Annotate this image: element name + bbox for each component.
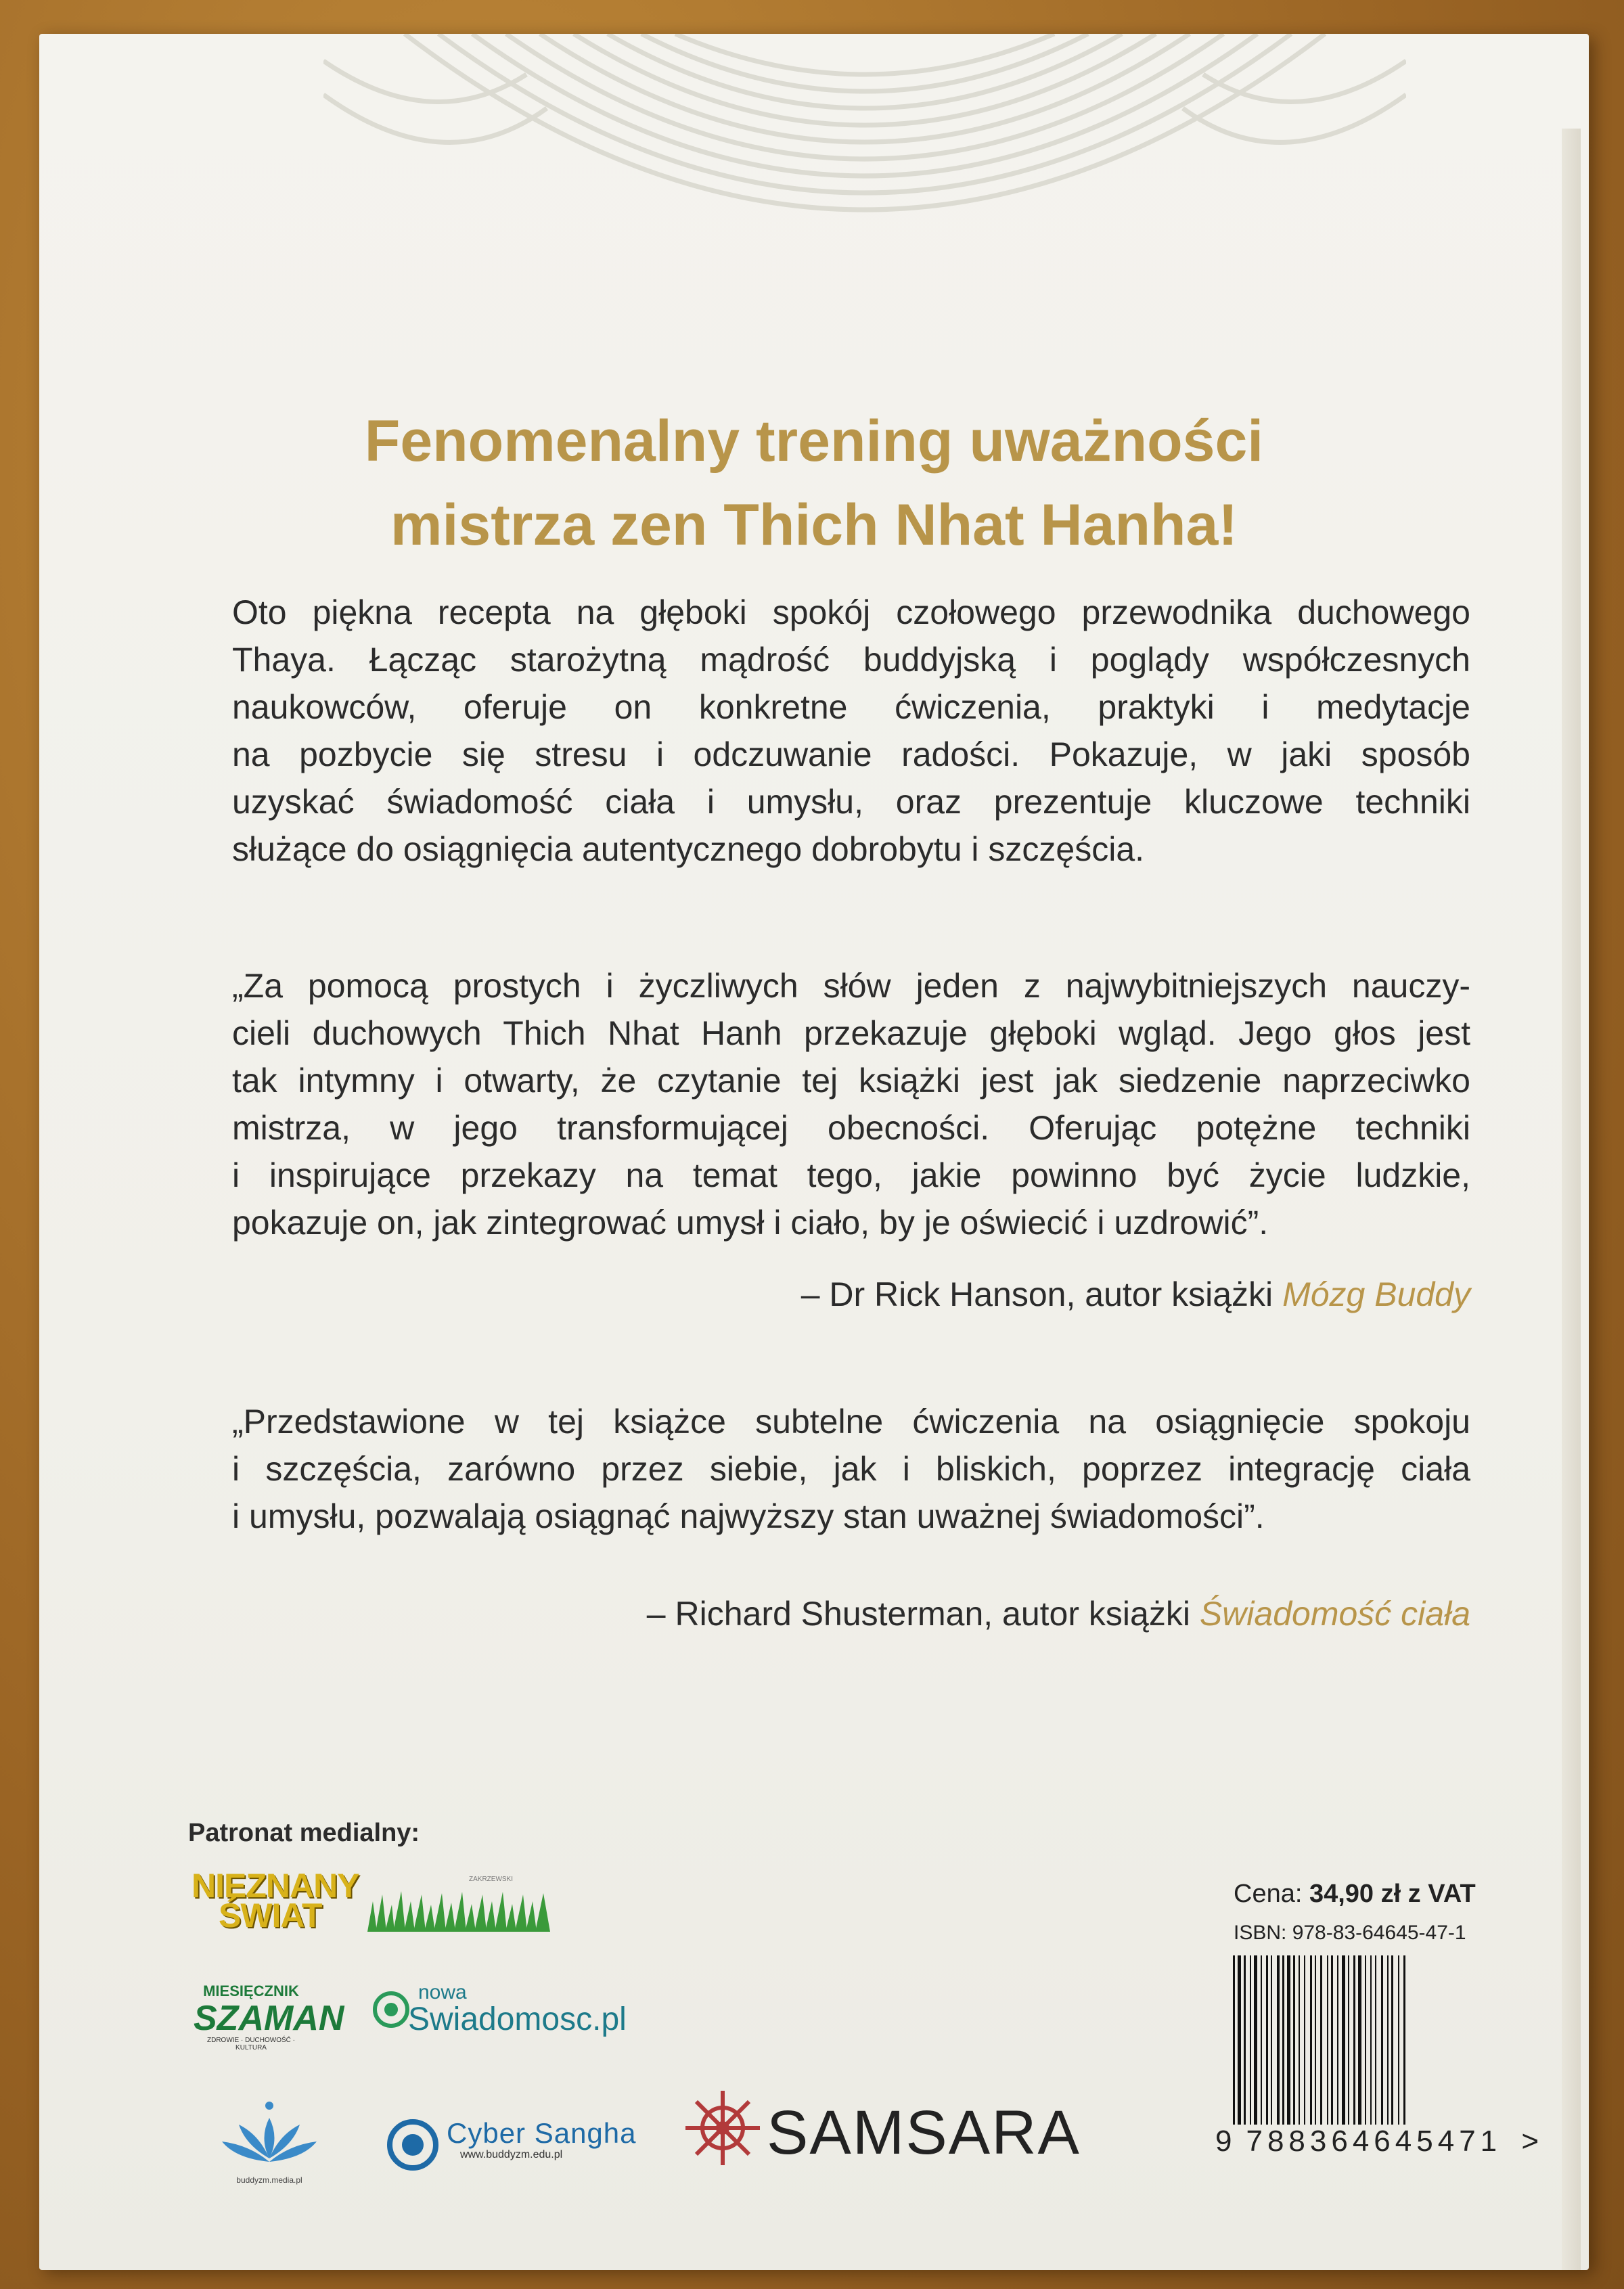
description-line: Thaya. Łącząc starożytną mądrość buddyjską i poglądy współczesnych [232,641,1470,679]
quote-line: i szczęścia, zarówno przez siebie, jak i bliskich, poprzez integrację ciała [232,1450,1470,1488]
barcode-bar [1238,1955,1241,2125]
attribution-author: – Dr Rick Hanson, autor książki [800,1275,1273,1313]
barcode-bar [1375,1955,1376,2125]
barcode-bar [1271,1955,1272,2125]
quote-line: mistrza, w jego transformującej obecności. Oferując potężne techniki [232,1109,1470,1147]
quote-hanson-attribution [801,1271,1470,1318]
barcode-bar [1282,1955,1284,2125]
book-back-cover [39,34,1589,2270]
barcode-bar [1387,1955,1389,2125]
publisher-name: SAMSARA [767,2098,1081,2167]
dharma-wheel-icon [685,2070,760,2185]
barcode-bar [1293,1955,1295,2125]
description-line: służące do osiągnięcia autentycznego dobrobytu i szczęścia. [232,830,1145,868]
barcode-bar [1266,1955,1268,2125]
attribution-book-title: Mózg Buddy [1282,1275,1470,1313]
quote-shusterman-attribution [647,1590,1470,1637]
description-line: naukowców, oferuje on konkretne ćwiczenia, praktyki i medytacje [232,688,1470,726]
barcode-bar [1381,1955,1383,2125]
quote-line: „Za pomocą prostych i życzliwych słów jeden z najwybitniejszych nauczy- [232,967,1470,1005]
barcode-bar [1261,1955,1262,2125]
szaman-logo: MIESIĘCZNIK SZAMAN ZDROWIE · DUCHOWOŚĆ · KULTURA [194,1982,344,2052]
barcode-bar [1331,1955,1333,2125]
barcode-bar [1254,1955,1257,2125]
quote-line: cieli duchowych Thich Nhat Hanh przekazuje głęboki wgląd. Jego głos jest [232,1014,1470,1052]
barcode-digits: 9 788364645471 > [1215,2125,1544,2158]
quote-line: tak intymny i otwarty, że czytanie tej książki jest jak siedzenie naprzeciwko [232,1062,1470,1100]
barcode-bar [1370,1955,1372,2125]
quote-line: „Przedstawione w tej książce subtelne ćwiczenia na osiągnięcie spokoju [232,1403,1470,1441]
barcode-bar [1358,1955,1361,2125]
samsara-publisher-logo [685,2070,1081,2189]
barcode-bar [1342,1955,1345,2125]
barcode-bar [1310,1955,1312,2125]
book-page-edge [1562,129,1581,2270]
attribution-book-title: Świadomość ciała [1199,1595,1470,1633]
barcode-bar [1287,1955,1290,2125]
quote-line: i umysłu, pozwalają osiągnąć najwyższy stan uważnej świadomości”. [232,1497,1265,1535]
barcode-bar [1250,1955,1251,2125]
quote-shusterman [232,1398,1470,1540]
barcode-bar [1299,1955,1300,2125]
barcode-bar [1320,1955,1322,2125]
description-paragraph [232,589,1470,873]
description-line: na pozbycie się stresu i odczuwanie radości. Pokazuje, w jaki sposób [232,735,1470,773]
isbn-number: ISBN: 978-83-64645-47-1 [1234,1922,1466,1944]
barcode-icon [1230,1955,1508,2125]
barcode-bar [1403,1955,1405,2125]
quote-line: i inspirujące przekazy na temat tego, jakie powinno być życie ludzkie, [232,1156,1470,1194]
barcode-bar [1348,1955,1349,2125]
nowa-swiadomosc-logo: nowa Swiadomosc.pl [371,1982,627,2037]
barcode-bar [1277,1955,1280,2125]
attribution-author: – Richard Shusterman, autor książki [646,1595,1190,1633]
barcode-bar [1365,1955,1366,2125]
media-patronage-label: Patronat medialny: [188,1819,420,1847]
barcode-bar [1391,1955,1393,2125]
grass-logo: ZAKRZEWSKI [367,1874,550,1932]
barcode-bar [1304,1955,1305,2125]
description-line: Oto piękna recepta na głęboki spokój czołowego przewodnika duchowego [232,593,1470,631]
barcode-bar [1315,1955,1316,2125]
headline-line-2: mistrza zen Thich Nhat Hanha! [390,493,1238,558]
price-label: Cena: 34,90 zł z VAT [1234,1880,1476,1908]
nieznany-swiat-logo: NIEZNANY ŚWIAT [191,1867,359,1934]
barcode-bar [1337,1955,1338,2125]
quote-hanson [232,962,1470,1246]
headline-line-1: Fenomenalny trening uważności [364,409,1264,474]
mandala-ornament [323,34,1406,332]
quote-line: pokazuje on, jak zintegrować umysł i ciało, by je oświecić i uzdrowić”. [232,1204,1269,1242]
barcode-bar [1398,1955,1399,2125]
barcode-bar [1233,1955,1235,2125]
description-line: uzyskać świadomość ciała i umysłu, oraz prezentuje kluczowe techniki [232,783,1470,821]
barcode-bar [1353,1955,1355,2125]
barcode-bar [1327,1955,1328,2125]
barcode-bar [1244,1955,1246,2125]
buddyzm-lotus-logo: buddyzm.media.pl [219,2098,320,2185]
cyber-sangha-logo: Cyber Sangha www.buddyzm.edu.pl [386,2118,637,2161]
